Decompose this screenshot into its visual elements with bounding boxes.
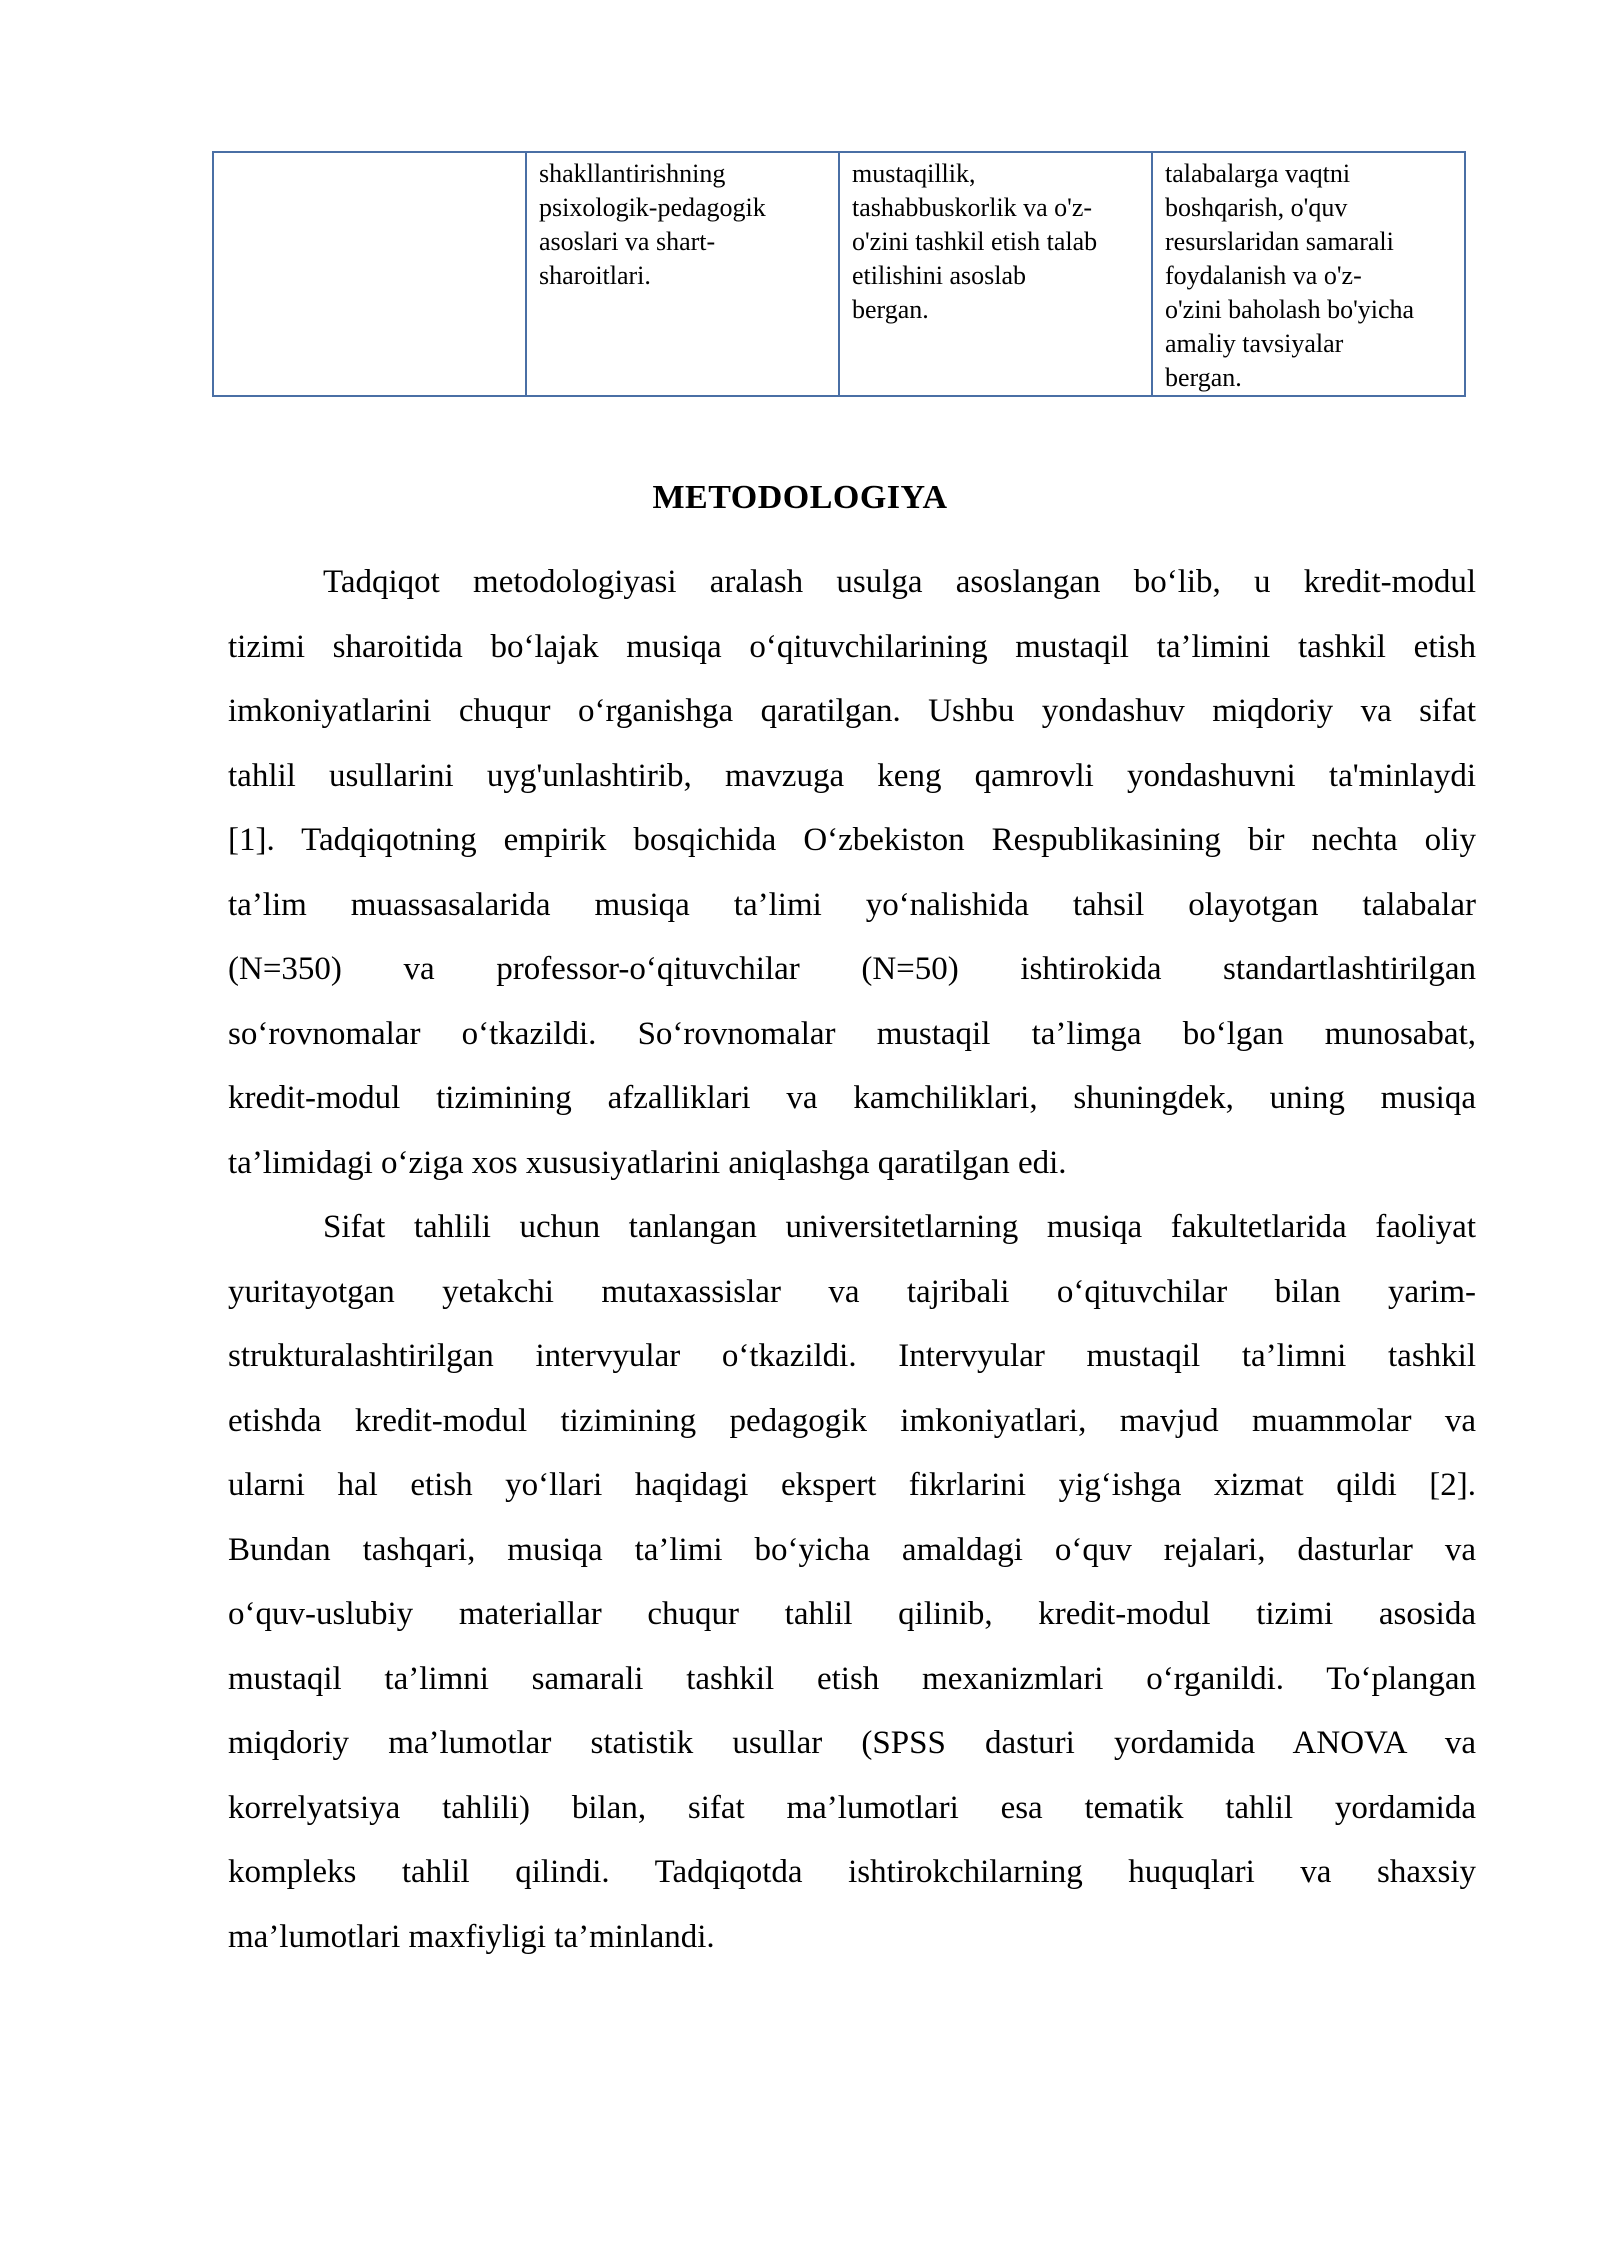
cell-line: foydalanish va o'z-	[1165, 261, 1362, 290]
cell-line: bergan.	[1165, 363, 1242, 392]
text-line: Bundan tashqari, musiqa ta’limi bo‘yicha amaldagi o‘quv rejalari, dasturlar va	[228, 1531, 1476, 1568]
paragraph-1	[228, 550, 1476, 1195]
text-line: tahlil usullarini uyg'unlashtirib, mavzuga keng qamrovli yondashuvni ta'minlaydi	[228, 757, 1476, 794]
cell-line: resurslaridan samarali	[1165, 227, 1394, 256]
text-line: [1]. Tadqiqotning empirik bosqichida O‘zbekiston Respublikasining bir nechta oliy	[228, 822, 1476, 858]
text-line: (N=350) va professor-o‘qituvchilar (N=50) ishtirokida standartlashtirilgan	[228, 951, 1476, 987]
text-line: miqdoriy ma’lumotlar statistik usullar (SPSS dasturi yordamida ANOVA va	[228, 1725, 1476, 1761]
cell-line: shakllantirishning	[539, 159, 726, 188]
text-line: mustaqil ta’limni samarali tashkil etish mexanizmlari o‘rganildi. To‘plangan	[228, 1660, 1476, 1697]
text-line: ta’lim muassasalarida musiqa ta’limi yo‘nalishida tahsil olayotgan talabalar	[228, 886, 1476, 923]
table-cell	[526, 152, 839, 396]
cell-line: o'zini baholash bo'yicha	[1165, 295, 1415, 324]
cell-line: boshqarish, o'quv	[1165, 193, 1348, 222]
cell-line: etilishini asoslab	[852, 261, 1027, 290]
text-line: strukturalashtirilgan intervyular o‘tkazildi. Intervyular mustaqil ta’limni tashkil	[228, 1338, 1476, 1374]
cell-line: mustaqillik,	[852, 159, 976, 188]
cell-line: amaliy tavsiyalar	[1165, 329, 1344, 358]
cell-line: asoslari va shart-	[539, 227, 716, 256]
cell-line: o'zini tashkil etish talab	[852, 227, 1098, 256]
text-line: kompleks tahlil qilindi. Tadqiqotda ishtirokchilarning huquqlari va shaxsiy	[228, 1854, 1476, 1890]
table-row	[213, 152, 1465, 396]
cell-line: psixologik-pedagogik	[539, 193, 766, 222]
text-line: yuritayotgan yetakchi mutaxassislar va tajribali o‘qituvchilar bilan yarim-	[228, 1273, 1476, 1310]
table-cell	[839, 152, 1152, 396]
cell-line: tashabbuskorlik va o'z-	[852, 193, 1093, 222]
text-line: ularni hal etish yo‘llari haqidagi ekspert fikrlarini yig‘ishga xizmat qildi [2].	[228, 1467, 1476, 1503]
continued-table	[212, 151, 1464, 397]
table-cell	[1152, 152, 1465, 396]
table-cell-empty	[213, 152, 526, 396]
text-line: imkoniyatlarini chuqur o‘rganishga qaratilgan. Ushbu yondashuv miqdoriy va sifat	[228, 693, 1476, 729]
cell-line: sharoitlari.	[539, 261, 651, 290]
text-line: korrelyatsiya tahlili) bilan, sifat ma’lumotlari esa tematik tahlil yordamida	[228, 1789, 1476, 1826]
text-line: etishda kredit-modul tizimining pedagogik imkoniyatlari, mavjud muammolar va	[228, 1402, 1476, 1439]
text-line: ma’lumotlari maxfiyligi ta’minlandi.	[228, 1918, 715, 1955]
text-line: kredit-modul tizimining afzalliklari va kamchiliklari, shuningdek, uning musiqa	[228, 1080, 1476, 1116]
text-line: Sifat tahlili uchun tanlangan universitetlarning musiqa fakultetlarida faoliyat	[323, 1209, 1476, 1245]
body-text	[228, 550, 1476, 1969]
cell-line: talabalarga vaqtni	[1165, 159, 1351, 188]
text-line: Tadqiqot metodologiyasi aralash usulga asoslangan bo‘lib, u kredit-modul	[323, 564, 1476, 600]
text-line: o‘quv-uslubiy materiallar chuqur tahlil qilinib, kredit-modul tizimi asosida	[228, 1596, 1476, 1632]
table	[212, 151, 1466, 397]
text-line: tizimi sharoitida bo‘lajak musiqa o‘qituvchilarining mustaqil ta’limini tashkil etish	[228, 628, 1476, 665]
section-heading: METODOLOGIYA	[652, 479, 948, 516]
cell-line: bergan.	[852, 295, 929, 324]
text-line: so‘rovnomalar o‘tkazildi. So‘rovnomalar mustaqil ta’limga bo‘lgan munosabat,	[228, 1015, 1476, 1052]
paragraph-2	[228, 1195, 1476, 1969]
text-line: ta’limidagi o‘ziga xos xususiyatlarini aniqlashga qaratilgan edi.	[228, 1144, 1067, 1181]
